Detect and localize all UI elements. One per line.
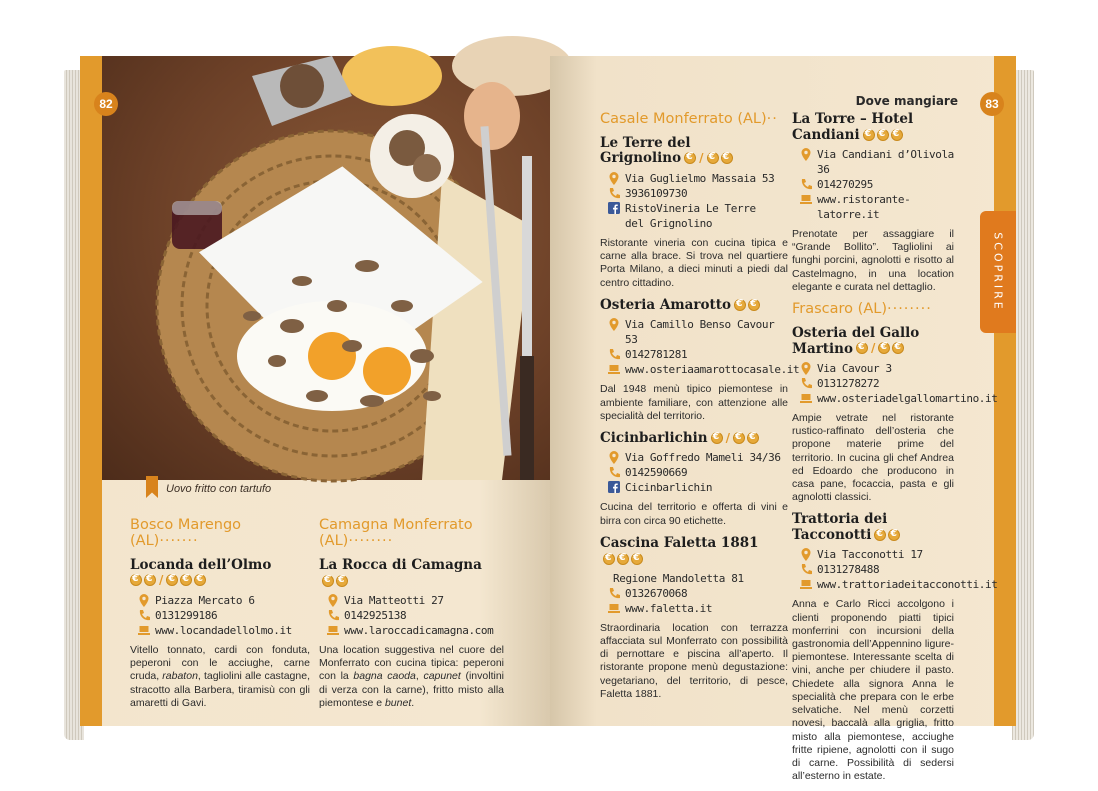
- venue-info: [600, 171, 788, 231]
- phone-icon: [608, 587, 620, 600]
- website-link[interactable]: www.locandadellolmo.it: [155, 623, 292, 637]
- venue-info: [600, 571, 788, 616]
- left-accent-bar: [80, 56, 102, 726]
- running-header: Dove mangiare: [855, 94, 958, 108]
- right-page: [550, 56, 1016, 783]
- column-camagna: [319, 518, 504, 710]
- price-icon: [874, 529, 900, 541]
- phone: 3936109730: [625, 186, 688, 200]
- phone-icon: [608, 187, 620, 200]
- phone-icon: [608, 348, 620, 361]
- map-pin-icon: [608, 318, 620, 331]
- laptop-icon: [800, 193, 812, 206]
- phone-icon: [327, 609, 339, 622]
- venue-name: Osteria del Gallo Martino € / € €: [792, 326, 954, 357]
- website-link[interactable]: www.trattoriadeitacconotti.it: [817, 578, 998, 592]
- map-pin-icon: [800, 362, 812, 375]
- price-icon: [322, 575, 348, 587]
- page-number-right: 83: [980, 92, 1004, 116]
- website-link[interactable]: www.faletta.it: [625, 601, 713, 615]
- venue-info: [792, 147, 954, 222]
- address: Via Camillo Benso Cavour 53: [625, 318, 775, 347]
- address: Via Matteotti 27: [344, 593, 444, 607]
- page-number-left: 82: [94, 92, 118, 116]
- map-pin-icon: [800, 148, 812, 161]
- city-heading: Bosco Marengo (AL)·······: [130, 517, 242, 549]
- column-casale: [600, 111, 800, 701]
- map-pin-icon: [327, 594, 339, 607]
- price-icon: € / € €: [684, 152, 732, 166]
- venue-name: La Torre – Hotel Candiani € € €: [792, 112, 954, 143]
- city-heading: Camagna Monferrato (AL)········: [319, 517, 473, 549]
- website-link[interactable]: www.ristorante-latorre.it: [817, 193, 911, 222]
- venue-info: [792, 361, 998, 406]
- phone: 0131278488: [817, 563, 880, 577]
- venue-info: [600, 450, 788, 495]
- laptop-icon: [608, 602, 620, 615]
- website-link[interactable]: www.osteriaamarottocasale.it: [625, 363, 800, 377]
- address: Via Guglielmo Massaia 53: [625, 171, 775, 185]
- laptop-icon: [138, 624, 150, 637]
- venue-description: Straordinaria location con terrazza affacciata sul Monferrato con possibilità di pernottare e piscina all’aperto. Il ristorante propone menù degustazione: vegetariano, del territorio, di pesce, Faletta 1881.: [600, 621, 788, 700]
- venue-info: [319, 593, 504, 638]
- venue-name: Osteria Amarotto € €: [600, 298, 788, 314]
- map-pin-icon: [138, 594, 150, 607]
- venue-name: Cicinbarlichin € / € €: [600, 431, 788, 447]
- bookmark-icon: [146, 476, 158, 498]
- venue-info: [130, 593, 310, 638]
- website-link[interactable]: www.laroccadicamagna.com: [344, 623, 494, 637]
- phone-icon: [800, 377, 812, 390]
- laptop-icon: [800, 392, 812, 405]
- city-heading: Casale Monferrato (AL)··: [600, 111, 778, 127]
- venue-description: Ristorante vineria con cucina tipica e carne alla brace. Si trova nel quartiere Porta Milano, a dieci minuti a piedi dal centro cittadino.: [600, 236, 788, 289]
- phone: 0142590669: [625, 466, 688, 480]
- phone-icon: [800, 178, 812, 191]
- price-icon: [863, 129, 903, 141]
- venue-description: Cucina del territorio e offerta di vini e birra con circa 90 etichette.: [600, 501, 788, 527]
- venue-name: Locanda dell’Olmo € € / € € €: [130, 558, 310, 589]
- address: Via Tacconotti 17: [817, 548, 923, 562]
- venue-description: Una location suggestiva nel cuore del Monferrato con cucina tipica: peperoni con la bagna caoda, capunet (involtini di verza con la carne), fritto misto alla piemontese e bunet.: [319, 643, 504, 709]
- truffle-egg-illustration: [102, 56, 550, 480]
- phone-icon: [608, 466, 620, 479]
- price-icon: € € / € € €: [130, 574, 206, 588]
- website-link[interactable]: www.osteriadelgallomartino.it: [817, 392, 998, 406]
- phone: 0142781281: [625, 348, 688, 362]
- price-icon: € / € €: [856, 342, 904, 356]
- phone: 0132670068: [625, 586, 688, 600]
- phone: 014270295: [817, 178, 874, 192]
- laptop-icon: [800, 578, 812, 591]
- venue-name: Trattoria dei Tacconotti € €: [792, 512, 954, 543]
- photo-caption: Uovo fritto con tartufo: [166, 483, 272, 495]
- venue-info: [792, 547, 998, 592]
- venue-info: [600, 317, 800, 377]
- address: Via Candiani d’Olivola 36: [817, 148, 954, 177]
- left-page: [80, 56, 550, 726]
- city-heading: Frascaro (AL)········: [792, 301, 932, 318]
- address: Regione Mandoletta 81: [613, 571, 744, 585]
- address: Via Goffredo Mameli 34/36: [625, 451, 781, 465]
- phone-icon: [800, 563, 812, 576]
- phone-icon: [138, 609, 150, 622]
- venue-name: Le Terre del Grignolino € / € €: [600, 136, 788, 167]
- address: Via Cavour 3: [817, 362, 892, 376]
- facebook-link[interactable]: Cicinbarlichin: [625, 481, 713, 495]
- phone: 0131299186: [155, 608, 218, 622]
- price-icon: € / € €: [711, 432, 759, 446]
- laptop-icon: [608, 363, 620, 376]
- food-photo: [102, 56, 550, 480]
- address: Piazza Mercato 6: [155, 593, 255, 607]
- map-pin-icon: [608, 451, 620, 464]
- venue-name: Cascina Faletta 1881 € € €: [600, 536, 788, 567]
- phone: 0131278272: [817, 377, 880, 391]
- venue-description: Dal 1948 menù tipico piemontese in ambiente familiare, con attenzione alle specialità del territorio.: [600, 383, 788, 422]
- price-icon: [734, 299, 760, 311]
- venue-name: La Rocca di Camagna € €: [319, 558, 504, 589]
- venue-description: Vitello tonnato, cardi con fonduta, peperoni con le acciughe, carne cruda, rabaton, tagliolini alle castagne, stracotto alla Barbera, tiramisù con gli amaretti di Gavi.: [130, 643, 310, 709]
- venue-description: Prenotate per assaggiare il “Grande Bollito”. Tagliolini ai funghi porcini, agnolotti e risotto al Castelmagno, in una location elegante e curata nel dettaglio.: [792, 228, 954, 293]
- venue-description: Anna e Carlo Ricci accolgono i clienti proponendo piatti tipici monferrini con incursioni della gastronomia dell’Appennino ligure-piemontese. Interessante scelta di vini, anche per chiudere il pasto. Chiedete alla signora Anna le specialità che prepara con le erbe selvatiche. Nel menù corzetti novesi, baccalà alla griglia, fritto misto alla piemontese, acciughe fritte ripiene, agnolotti con il sugo di carne. Possibilità di sedersi all’esterno in estate.: [792, 598, 954, 783]
- map-pin-icon: [608, 172, 620, 185]
- column-bosco: [130, 518, 310, 710]
- venue-description: Ampie vetrate nel ristorante rustico-raffinato dell’osteria che propone materie prime del territorio. In cucina gli chef Andrea ed Edoardo che producono in casa pane, focaccia, pasta e gli agnolotti classici.: [792, 412, 954, 504]
- section-tab-scoprire[interactable]: SCOPRIRE: [980, 211, 1016, 333]
- phone: 0142925138: [344, 608, 407, 622]
- map-pin-icon: [800, 548, 812, 561]
- facebook-icon: [608, 481, 620, 494]
- price-icon: [603, 553, 643, 565]
- facebook-icon: [608, 202, 620, 215]
- laptop-icon: [327, 624, 339, 637]
- facebook-link[interactable]: RistoVineria Le Terre del Grignolino: [625, 201, 756, 230]
